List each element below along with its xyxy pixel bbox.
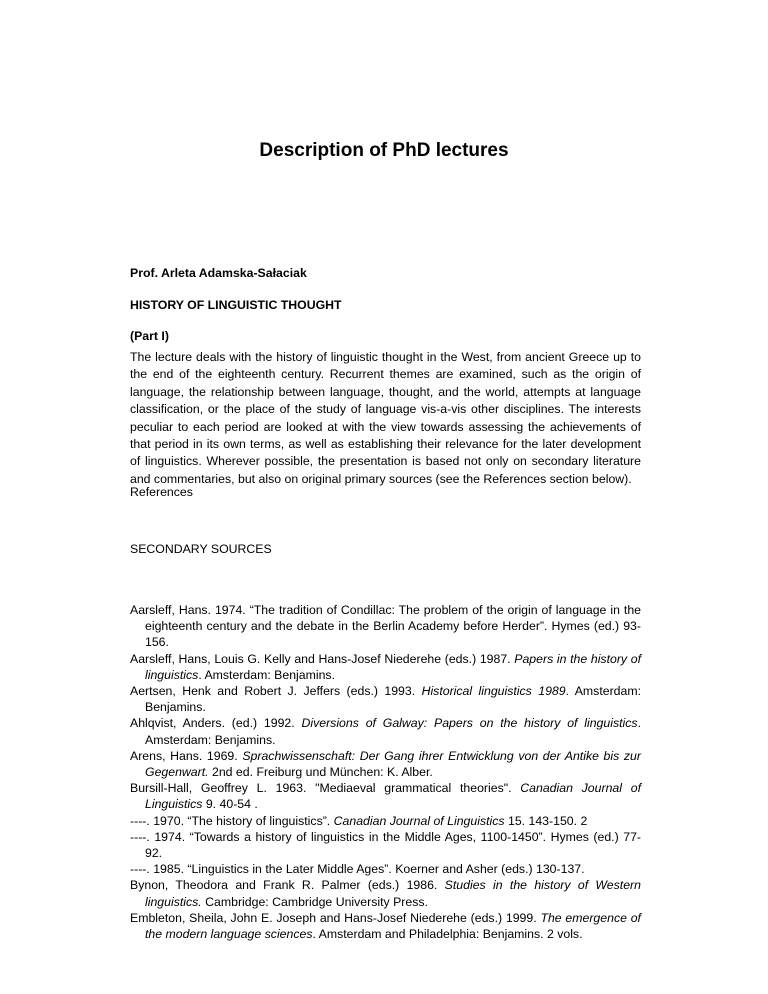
reference-publisher: 2nd ed. Freiburg und München: K. Alber. (208, 765, 433, 780)
reference-entry (130, 780, 641, 812)
course-description: The lecture deals with the history of linguistic thought in the West, from ancient Greece up to the end of the eighteenth century. Recurrent themes are examined, such as the origin of language, the relationship between language, thought, and the world, attempts at language classification, or the place of the study of language vis-a-vis other disciplines. The interests peculiar to each period are looked at with the view towards assessing the achievements of that period in its own terms, as well as establishing their relevance for the later development of linguistics. Wherever possible, the presentation is based not only on secondary literature and commentaries, but also on original primary sources (see the References section below). (130, 350, 641, 486)
reference-text: Bursill-Hall, Geoffrey L. 1963. "Mediaeval grammatical theories". (130, 781, 521, 796)
reference-text: Aarsleff, Hans, Louis G. Kelly and Hans-Josef Niederehe (eds.) 1987. (130, 651, 515, 666)
reference-entry (130, 910, 641, 942)
reference-text: Bynon, Theodora and Frank R. Palmer (eds.) 1986. (130, 878, 445, 893)
reference-entry (130, 602, 641, 651)
reference-entry (130, 748, 641, 780)
reference-title: Diversions of Galway: Papers on the history of linguistics (301, 716, 638, 731)
reference-publisher: . Amsterdam and Philadelphia: Benjamins. 2 vols. (312, 927, 583, 942)
reference-title: Canadian Journal of Linguistics (333, 813, 505, 828)
references-heading: References (130, 485, 193, 499)
reference-text: Arens, Hans. 1969. (130, 748, 243, 763)
lecturer-name: Prof. Arleta Adamska-Sałaciak (130, 266, 307, 280)
reference-text: Aarsleff, Hans. 1974. “The tradition of Condillac: The problem of the origin of language in the eighteenth century and the debate in the Berlin Academy before Herder”. Hymes (ed.) 93-156. (130, 603, 641, 650)
reference-publisher: . Amsterdam: Benjamins. (145, 716, 641, 747)
reference-title: Studies in the history of Western linguistics. (145, 878, 641, 909)
reference-text: ----. 1974. “Towards a history of linguistics in the Middle Ages, 1100-1450”. Hymes (ed.) 77- 92. (130, 829, 641, 861)
reference-entry (130, 813, 641, 829)
reference-publisher: . Amsterdam: Benjamins. (198, 667, 335, 682)
reference-entry (130, 651, 641, 683)
course-part: (Part I) (130, 329, 169, 343)
reference-text: Ahlqvist, Anders. (ed.) 1992. (130, 716, 302, 731)
reference-title: Papers in the history of linguistics (145, 651, 641, 682)
reference-publisher: . Amsterdam: Benjamins. (145, 684, 642, 715)
reference-entry (130, 877, 641, 909)
reference-publisher: Cambridge: Cambridge University Press. (201, 894, 428, 909)
reference-entry (130, 715, 641, 747)
reference-title: The emergence of the modern language sciences (145, 910, 641, 942)
reference-publisher: 15. 143-150. 2 (504, 813, 588, 828)
reference-text: Embleton, Sheila, John E. Joseph and Hans-Josef Niederehe (eds.) 1999. (130, 910, 541, 925)
course-title: HISTORY OF LINGUISTIC THOUGHT (130, 298, 342, 312)
reference-text: ----. 1985. “Linguistics in the Later Middle Ages”. Koerner and Asher (eds.) 130-137. (130, 862, 585, 877)
reference-title: Sprachwissenschaft: Der Gang ihrer Entwicklung von der Antike bis zur Gegenwart. (145, 748, 641, 780)
reference-entry (130, 861, 641, 877)
page-title: Description of PhD lectures (259, 140, 509, 161)
reference-text: ----. 1970. “The history of linguistics”. (130, 813, 334, 828)
reference-title: Canadian Journal of Linguistics (145, 781, 641, 812)
reference-text: Aertsen, Henk and Robert J. Jeffers (eds.) 1993. (130, 684, 422, 699)
secondary-sources-heading: SECONDARY SOURCES (130, 542, 272, 556)
reference-publisher: 9. 40-54 . (202, 797, 258, 812)
reference-title: Historical linguistics 1989 (421, 684, 566, 699)
reference-list (130, 602, 641, 942)
reference-entry (130, 683, 641, 715)
reference-entry (130, 829, 641, 861)
